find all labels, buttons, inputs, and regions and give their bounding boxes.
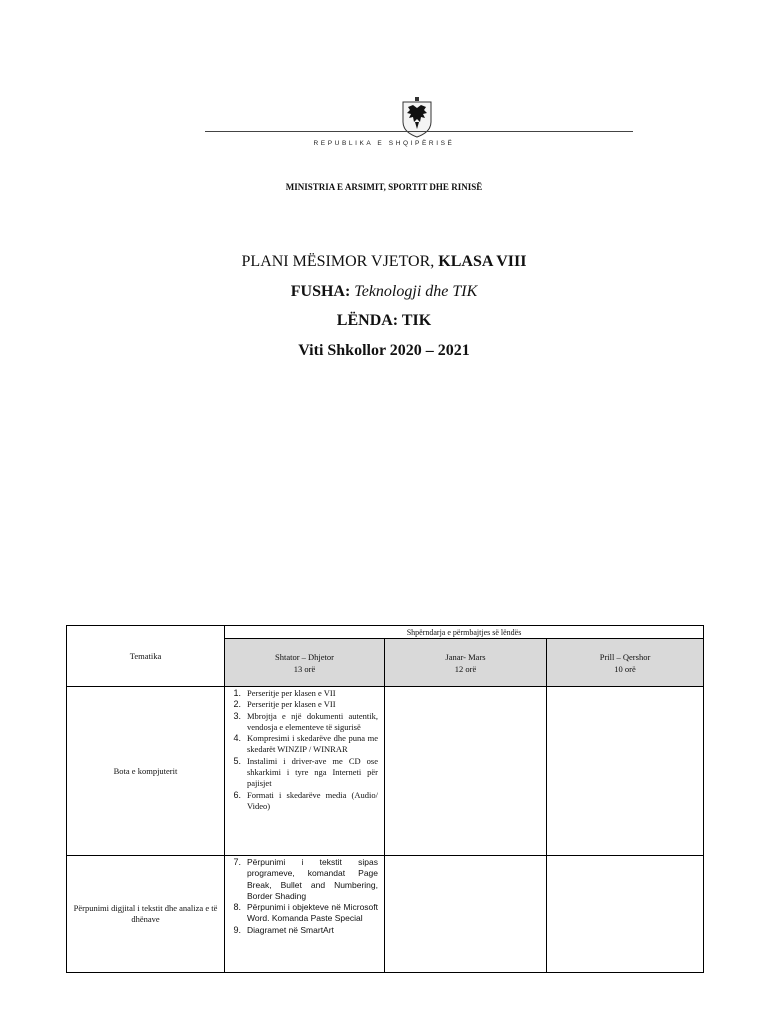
topic-text: Formati i skedarëve media (Audio/ Video) xyxy=(247,789,378,811)
empty-cell xyxy=(385,687,547,856)
ministry-name: MINISTRIA E ARSIMIT, SPORTIT DHE RINISË xyxy=(285,182,483,192)
table-row xyxy=(67,856,704,973)
subject-line: LËNDA: TIK xyxy=(336,312,432,329)
letterhead-rule xyxy=(205,131,633,132)
field-label: FUSHA: xyxy=(290,282,355,300)
letterhead xyxy=(0,0,768,192)
topic-number: 3. xyxy=(233,710,241,721)
plan-title xyxy=(0,247,768,277)
field-line xyxy=(0,277,768,307)
list-item xyxy=(229,756,378,790)
title-block xyxy=(0,247,768,365)
period-hours: 10 orë xyxy=(614,663,636,674)
list-item xyxy=(229,711,378,734)
plan-class: KLASA VIII xyxy=(438,253,527,270)
topic-text: Përpunimi i objekteve në Microsoft Word. Komanda Paste Special xyxy=(247,902,378,924)
table-row xyxy=(67,687,704,856)
distribution-header: Shpërndarja e përmbajtjes së lëndës xyxy=(225,626,704,639)
topic-text: Perseritje per klasen e VII xyxy=(247,688,336,698)
period-header-1 xyxy=(225,639,385,687)
period-name: Prill – Qershor xyxy=(599,651,651,662)
period-header-3 xyxy=(547,639,704,687)
topics-cell xyxy=(225,687,385,856)
topics-cell xyxy=(225,856,385,973)
period-hours: 12 orë xyxy=(454,663,477,674)
topic-number: 9. xyxy=(233,924,241,935)
topic-number: 8. xyxy=(233,902,241,913)
theme-cell: Bota e kompjuterit xyxy=(67,687,225,856)
topic-list xyxy=(229,857,378,936)
topic-number: 1. xyxy=(233,688,241,698)
period-header-2 xyxy=(385,639,547,687)
table-header-row xyxy=(67,626,704,639)
curriculum-table xyxy=(66,625,704,973)
list-item xyxy=(229,688,378,699)
empty-cell xyxy=(547,687,704,856)
topic-number: 7. xyxy=(233,857,241,867)
topic-number: 6. xyxy=(233,789,241,800)
topic-text: Instalimi i driver-ave me CD ose shkarkimi i tyre nga Interneti për pajisjet xyxy=(247,755,378,789)
topic-text: Përpunimi i tekstit sipas programeve, komandat Page Break, Bullet and Numbering, Border Shading xyxy=(247,857,378,901)
plan-title-prefix: PLANI MËSIMOR VJETOR, xyxy=(241,253,439,270)
list-item xyxy=(229,857,378,902)
topic-text: Mbrojtja e një dokumenti autentik, vendosja e elementeve të sigurisë xyxy=(247,710,378,732)
theme-cell: Përpunimi digjital i tekstit dhe analiza e të dhënave xyxy=(67,856,225,973)
empty-cell xyxy=(547,856,704,973)
republic-name: REPUBLIKA E SHQIPËRISË xyxy=(313,140,455,147)
list-item xyxy=(229,902,378,925)
list-item xyxy=(229,925,378,936)
list-item xyxy=(229,699,378,710)
topic-text: Diagramet në SmartArt xyxy=(247,924,334,935)
topic-number: 4. xyxy=(233,733,241,744)
topic-text: Perseritje per klasen e VII xyxy=(247,699,336,710)
list-item xyxy=(229,790,378,813)
period-hours: 13 orë xyxy=(293,663,316,674)
topic-list xyxy=(229,688,378,812)
topic-text: Kompresimi i skedarëve dhe puna me skedarët WINZIP / WINRAR xyxy=(247,733,378,755)
period-name: Janar- Mars xyxy=(445,651,486,662)
theme-column-header: Tematika xyxy=(67,626,225,687)
topic-number: 5. xyxy=(233,755,241,766)
empty-cell xyxy=(385,856,547,973)
field-value: Teknologji dhe TIK xyxy=(354,282,478,300)
school-year: Viti Shkollor 2020 – 2021 xyxy=(298,341,470,359)
topic-number: 2. xyxy=(233,699,241,710)
list-item xyxy=(229,733,378,756)
period-name: Shtator – Dhjetor xyxy=(274,651,335,662)
